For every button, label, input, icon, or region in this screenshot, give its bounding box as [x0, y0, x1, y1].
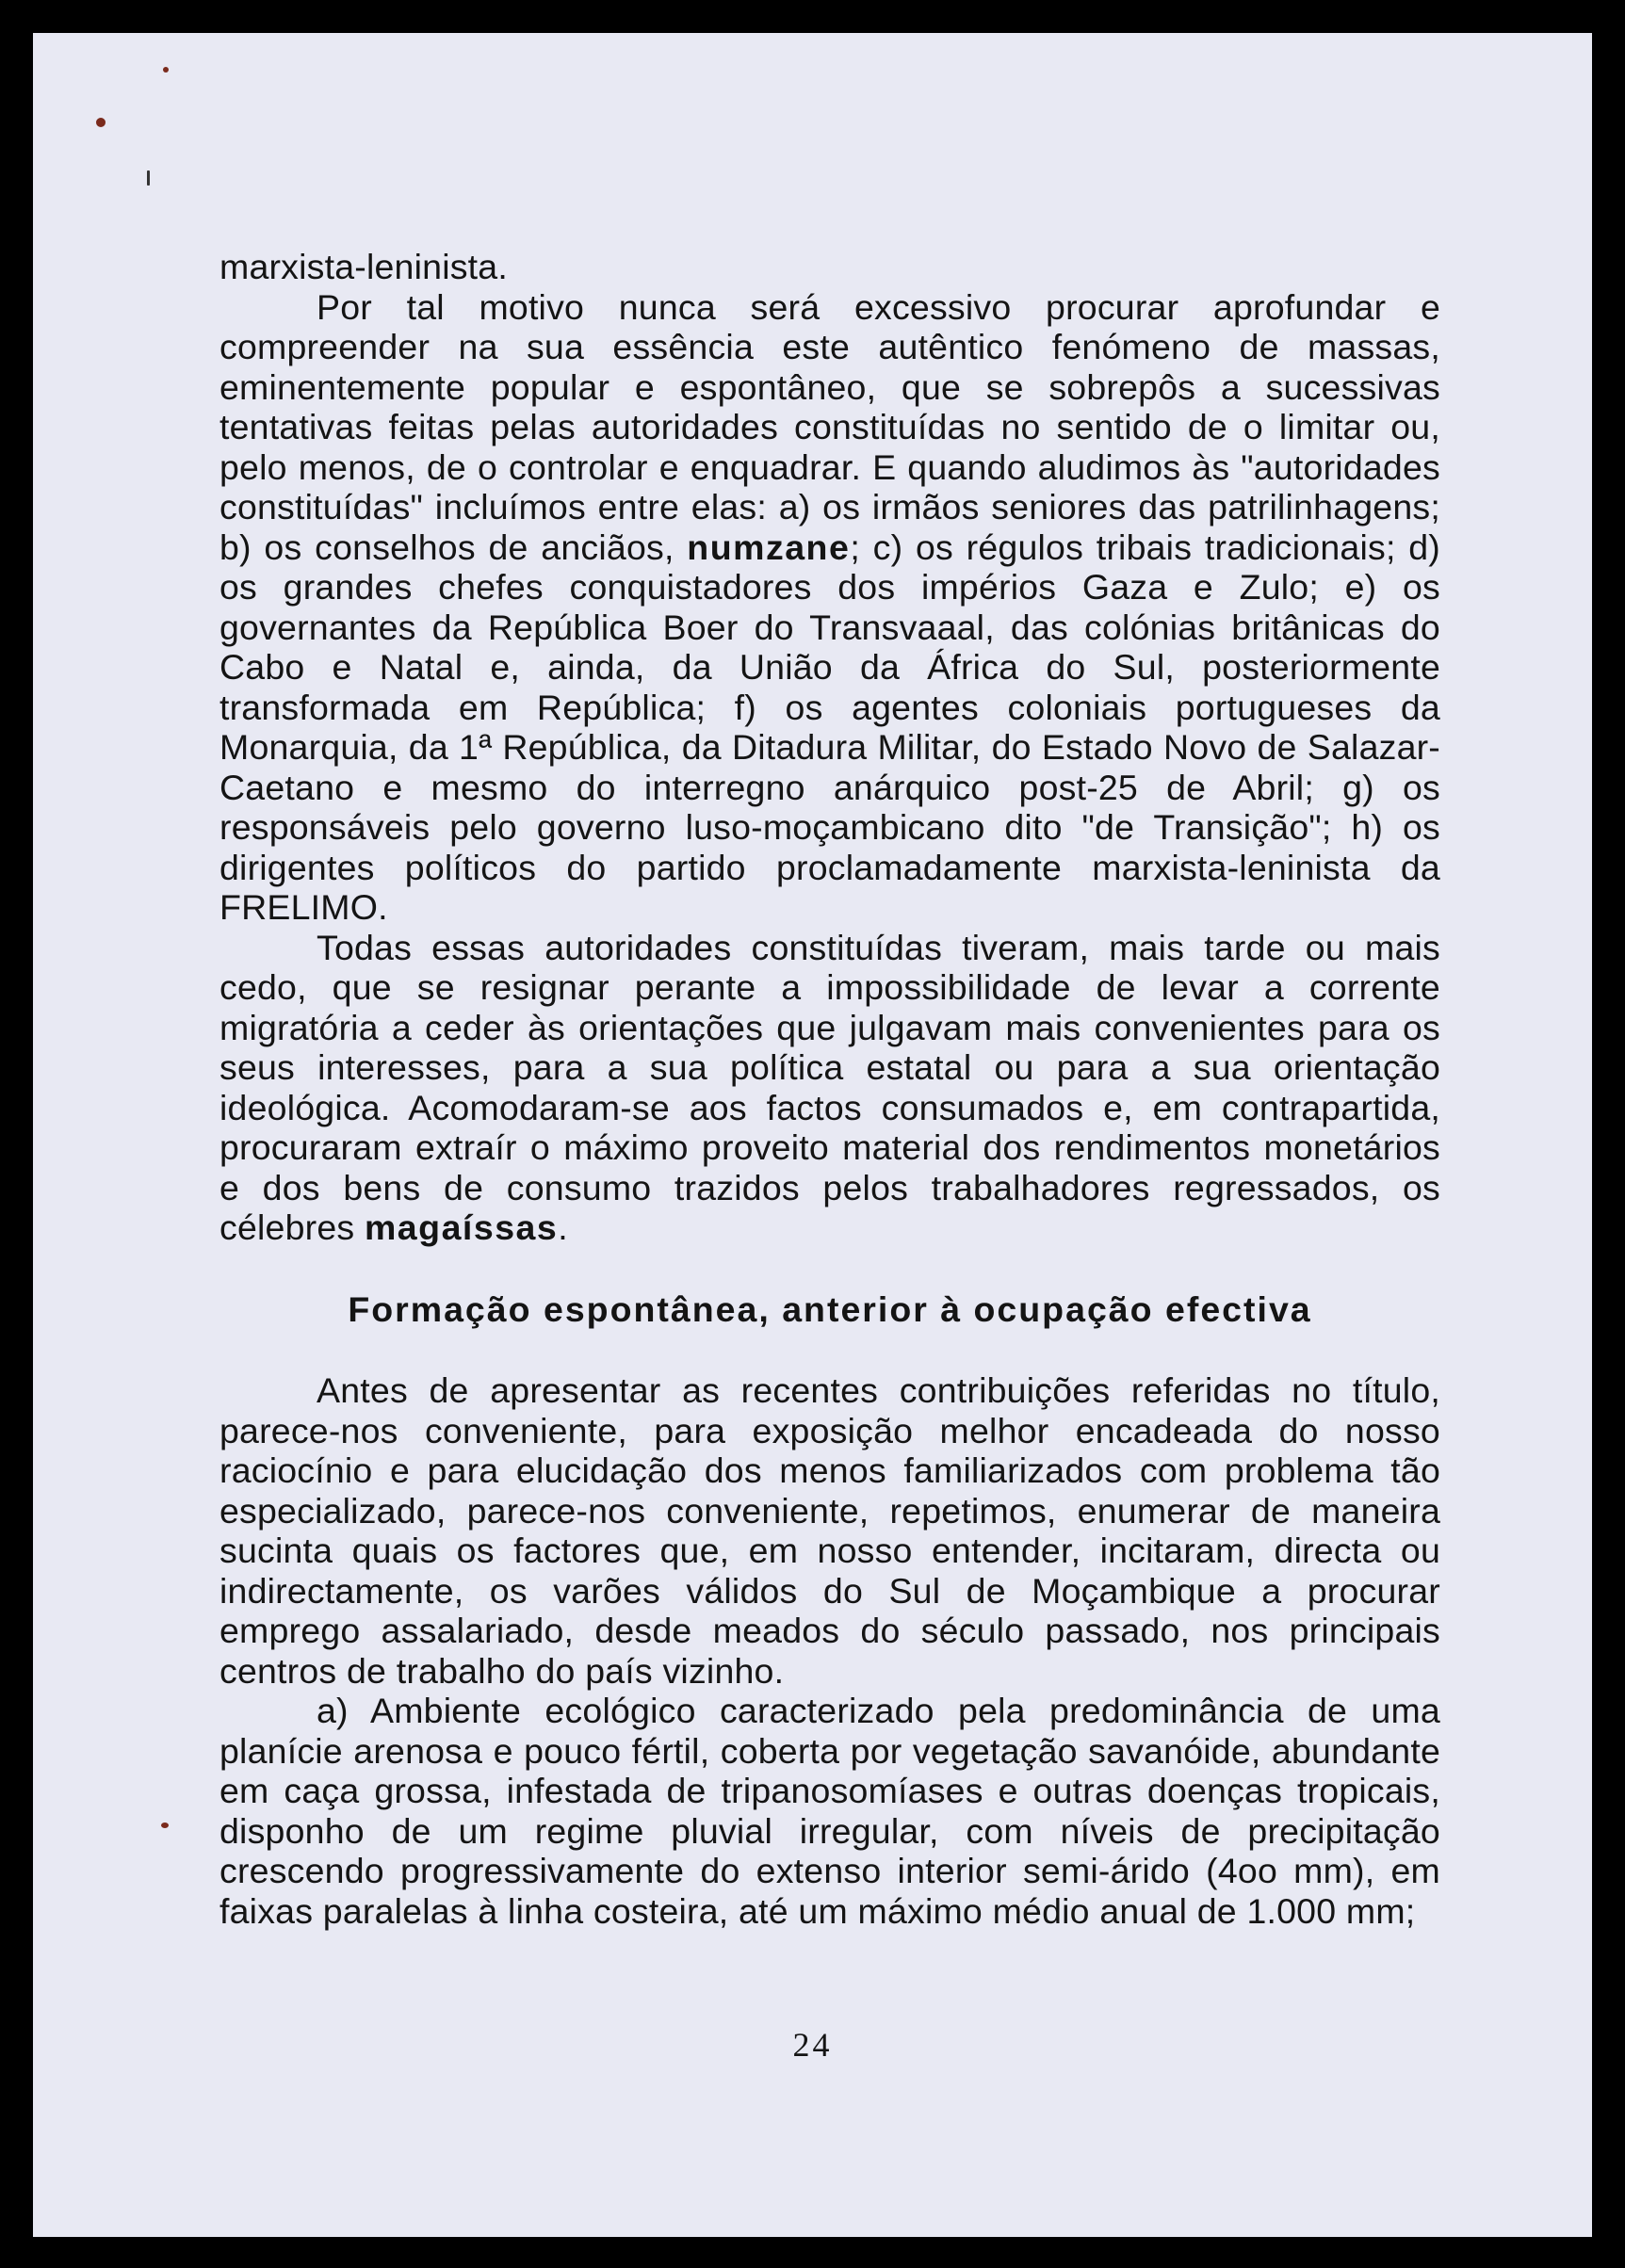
paragraph-text: Antes de apresentar as recentes contribuições referidas no título, parece-nos conveniente, para exposição melhor encadeada do nosso raciocínio e para elucidação dos menos familiarizados com problema tão especializado, parece-nos conveniente, repetimos, enumerar de maneira sucinta quais os factores que, em nosso entender, incitaram, directa ou indirectamente, os varões válidos do Sul de Moçambique a procurar emprego assalariado, desde meados do século passado, nos principais centros de trabalho do país vizinho.	[219, 1370, 1440, 1691]
paragraph-text: ; c) os régulos tribais tradicionais; d) os grandes chefes conquistadores dos impérios Gaza e Zulo; e) os governantes da República Boer do Transvaaal, das colónias britânicas do Cabo e Natal e, ainda, da União da África do Sul, posteriormente transformada em República; f) os agentes coloniais portugueses da Monarquia, da 1ª República, da Ditadura Militar, do Estado Novo de Salazar-Caetano e mesmo do interregno anárquico post-25 de Abril; g) os responsáveis pelo governo luso-moçambicano dito "de Transição"; h) os dirigentes políticos do partido proclamadamente marxista-leninista da FRELIMO.	[219, 526, 1440, 927]
paragraph-text: marxista-leninista.	[219, 247, 508, 286]
ink-speck	[163, 67, 169, 73]
paragraph	[219, 247, 1440, 287]
term-numzane: numzane	[687, 526, 851, 567]
section-heading: Formação espontânea, anterior à ocupação efectiva	[348, 1288, 1312, 1329]
page-number: 24	[792, 2026, 833, 2064]
ink-speck	[147, 170, 150, 186]
ink-speck	[96, 118, 106, 127]
paragraph-end: .	[558, 1207, 568, 1247]
paragraph-text: Por tal motivo nunca será excessivo procurar aprofundar e compreender na sua essência este autêntico fenómeno de massas, eminentemente popular e espontâneo, que se sobrepôs a sucessivas tentativas feitas pelas autoridades constituídas no sentido de o limitar ou, pelo menos, de o controlar e enquadrar. E quando aludimos às "autoridades constituídas" incluímos entre elas: a) os irmãos seniores das patrilinhagens; b) os conselhos de anciãos,	[219, 286, 1440, 567]
paragraph	[219, 287, 1440, 928]
body-text	[219, 247, 1440, 1931]
ink-speck	[161, 1822, 169, 1828]
term-magaissas: magaíssas	[364, 1207, 559, 1247]
paragraph-text: Todas essas autoridades constituídas tiveram, mais tarde ou mais cedo, que se resignar perante a impossibilidade de levar a corrente migratória a ceder às orientações que julgavam mais convenientes para os seus interesses, para a sua política estatal ou para a sua orientação ideológica. Acomodaram-se aos factos consumados e, em contrapartida, procuraram extraír o máximo proveito material dos rendimentos monetários e dos bens de consumo trazidos pelos trabalhadores regressados, os célebres	[219, 927, 1440, 1247]
paragraph	[219, 1691, 1440, 1931]
paragraph	[219, 928, 1440, 1248]
paragraph	[219, 1370, 1440, 1691]
paragraph-text: a) Ambiente ecológico caracterizado pela predominância de uma planície arenosa e pouco fértil, coberta por vegetação savanóide, abundante em caça grossa, infestada de tripanosomíases e outras doenças tropicais, disponho de um regime pluvial irregular, com níveis de precipitação crescendo progressivamente do extenso interior semi-árido (4oo mm), em faixas paralelas à linha costeira, até um máximo médio anual de 1.000 mm;	[219, 1691, 1440, 1931]
